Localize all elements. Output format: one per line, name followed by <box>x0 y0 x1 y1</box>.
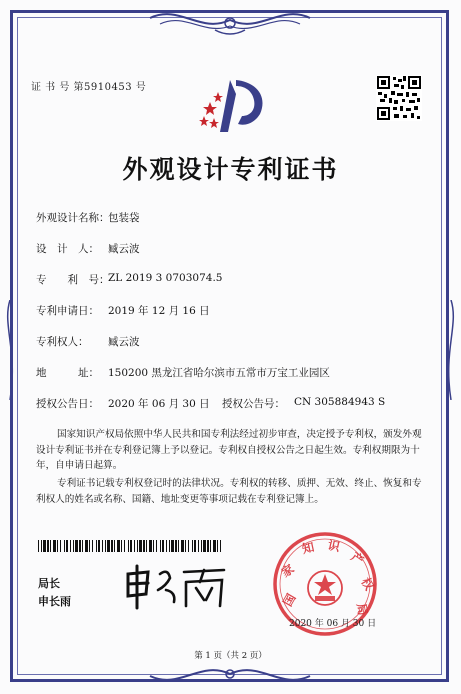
field-design-name <box>36 210 140 225</box>
page-footer: 第 1 页（共 2 页） <box>194 651 267 661</box>
bottom-ornament-icon <box>140 660 320 690</box>
field-value: ZL 2019 3 0703074.5 <box>108 272 223 284</box>
field-label: 专 利 号： <box>36 274 110 286</box>
svg-text:产: 产 <box>348 549 367 568</box>
field-label: 地 址： <box>36 367 99 379</box>
cnipa-logo-icon <box>196 72 274 138</box>
field-label: 设 计 人： <box>36 243 99 255</box>
svg-text:局: 局 <box>354 602 370 617</box>
field-grant-date <box>36 396 386 411</box>
field-designer <box>36 241 140 256</box>
signature-role: 局长 <box>38 577 60 590</box>
svg-text:家: 家 <box>278 561 297 580</box>
field-value: 臧云波 <box>108 336 140 348</box>
seal-date: 2020 年 06 月 30 日 <box>289 619 377 629</box>
field-address <box>36 365 330 380</box>
field-label: 授权公告日： <box>36 398 99 410</box>
certificate-number: 证 书 号 第5910453 号 <box>31 82 147 93</box>
right-ornament-icon <box>443 300 459 400</box>
field-patentee <box>36 334 140 349</box>
svg-text:识: 识 <box>326 537 342 555</box>
qr-code <box>376 75 422 121</box>
certificate-title: 外观设计专利证书 <box>122 155 339 184</box>
pub-number-value: CN 305884943 S <box>294 396 386 408</box>
svg-text:权: 权 <box>358 575 377 593</box>
field-patent-number <box>36 272 223 287</box>
field-value: 包装袋 <box>108 212 140 224</box>
field-label: 专利申请日： <box>36 305 99 317</box>
field-label: 专利权人： <box>36 336 89 348</box>
pub-number-label: 授权公告号： <box>222 398 285 410</box>
field-value: 臧云波 <box>108 243 140 255</box>
field-label: 外观设计名称： <box>36 212 110 224</box>
field-filing-date <box>36 303 210 318</box>
field-value: 2019 年 12 月 16 日 <box>108 305 210 317</box>
top-ornament-icon <box>140 4 320 38</box>
paragraph-grant-decision: 国家知识产权局依照中华人民共和国专利法经过初步审查，决定授予专利权，颁发外观设计专利证书并在专利登记簿上予以登记。专利权自授权公告之日起生效。专利权期限为十年，自申请日起算。 <box>36 429 422 471</box>
paragraph-legal-status: 专利证书记载专利权登记时的法律状况。专利权的转移、质押、无效、终止、恢复和专利权人的姓名或名称、国籍、地址变更等事项记载在专利登记簿上。 <box>36 478 422 505</box>
handwritten-signature <box>120 560 230 612</box>
barcode <box>38 540 226 552</box>
signature-name: 申长雨 <box>38 595 71 608</box>
field-value: 2020 年 06 月 30 日 <box>108 398 210 410</box>
svg-text:知: 知 <box>300 539 316 557</box>
left-ornament-icon <box>2 300 18 400</box>
svg-text:国: 国 <box>280 591 299 609</box>
field-value: 150200 黑龙江省哈尔滨市五常市万宝工业园区 <box>108 367 330 379</box>
